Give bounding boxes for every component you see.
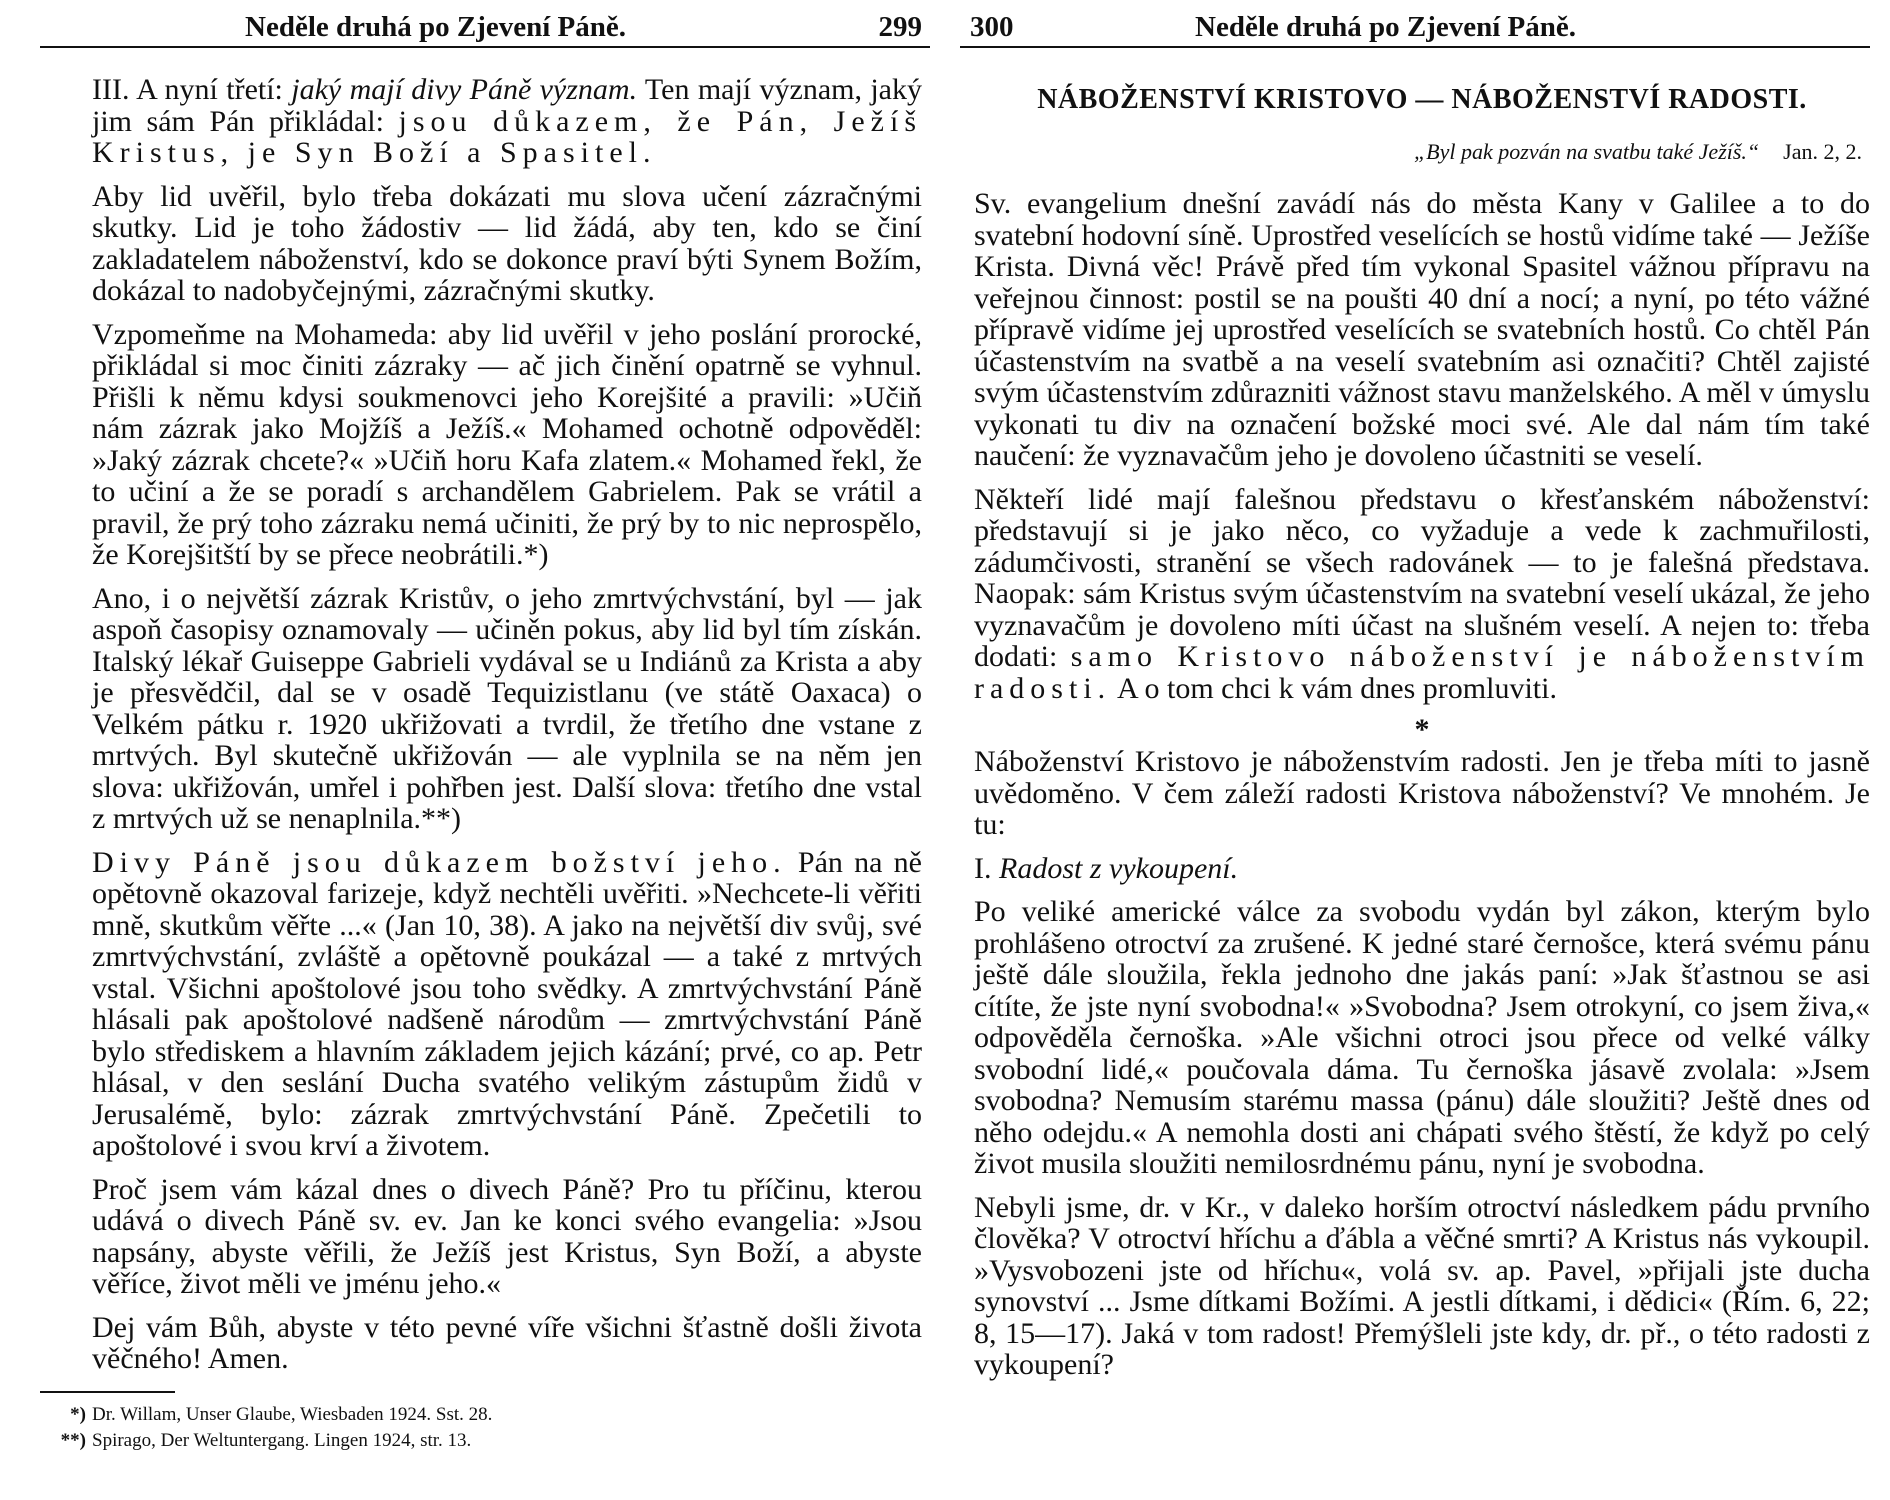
page-body: [60, 73, 922, 1455]
paragraph: [974, 484, 1870, 705]
footnote-text: Spirago, Der Weltuntergang. Lingen 1924, str. 13.: [92, 1429, 472, 1451]
motto-quote: „Byl pak pozván na svatbu také Ježíš.“: [1413, 139, 1760, 164]
paragraphs: [92, 74, 922, 1375]
footnote-text: Dr. Willam, Unser Glaube, Wiesbaden 1924. Sst. 28.: [92, 1403, 493, 1425]
left-page: [0, 0, 930, 1500]
paragraph: [92, 74, 922, 169]
paragraph: [974, 188, 1870, 472]
italic-text: jaký mají divy Páně význam.: [291, 73, 638, 106]
paragraph: [92, 1174, 922, 1300]
text-run: I.: [974, 851, 999, 885]
text-run: Po veliké americké válce za svobodu vydán byl zákon, kterým bylo prohlášeno otroctví za zrušené. K jedné staré černošce, která svému pánu ještě dále sloužila, řekla jednoho dne jakás paní: »Jak šťastnou se asi cítíte, že jste nyní svobodna!« »Svobodna? Jsem otrokyní, co jsem živa,« odpověděla černoška. »Ale všichni otroci jsou přece od velké války svobodní lidé,« poučovala dáma. Tu černoška jásavě zvolala: »Jsem svobodna? Nemusím starému massa (pánu) dále sloužiti? Ještě dnes od něho odejdu.« A nemohla dosti ani chápati svého štěstí, že když po celý život musila sloužiti nemilosrdnému pánu, nyní je svobodna.: [974, 895, 1870, 1180]
text-run: Někteří lidé mají falešnou představu o křesťanském náboženství: představují si je jako něco, co vyžaduje a vede k zachmuřilosti, zádumčivosti, stranění se všech radovánek — to je falešná představa. Naopak: sám Kristus svým účastenstvím na svatební veselí ukázal, že jeho vyznavačům je dovoleno míti účast na slušném veselí. A nejen to: třeba dodati:: [974, 482, 1870, 673]
spaced-emphasis: samo Kristovo náboženství je náboženstvím radosti.: [974, 640, 1870, 705]
header-title: Neděle druhá po Zjevení Páně.: [1195, 11, 1577, 43]
paragraphs: [974, 746, 1870, 1381]
page-number: 300: [970, 11, 1014, 43]
spaced-emphasis: Divy Páně jsou důkazem božství jeho.: [92, 845, 787, 879]
text-run: Aby lid uvěřil, bylo třeba dokázati mu slova učení zázračnými skutky. Lid je toho žádostiv — lid žádá, aby ten, kdo se činí zakladatelem náboženství, kdo se dokonce praví býti Synem Božím, dokázal to nadobyčejnými, zázračnými skutky.: [92, 179, 922, 307]
paragraph: [92, 583, 922, 835]
paragraph: [92, 319, 922, 571]
paragraph: [92, 847, 922, 1162]
text-run: Ano, i o největší zázrak Kristův, o jeho zmrtvýchvstání, byl — jak aspoň časopisy oznamovaly — učiněn pokus, aby lid byl tím získán. Italský lékař Guiseppe Gabrieli vydával se u Indiánů za Krista a aby je přesvědčil, dal se v osadě Tequizistlanu (ve státě Oaxaca) o Velkém pátku r. 1920 ukřižovati a tvrdil, že třetího dne vstane z mrtvých. Byl skutečně ukřižován — ale vyplnila se na něm jen slova: ukřižován, umřel i pohřben jest. Další slova: třetího dne vstal z mrtvých už se nenaplnila.**): [92, 581, 922, 835]
section-title: NÁBOŽENSTVÍ KRISTOVO — NÁBOŽENSTVÍ RADOSTI.: [1037, 84, 1807, 115]
text-run: III. A nyní třetí:: [92, 73, 292, 106]
text-run: Sv. evangelium dnešní zavádí nás do města Kany v Galilee a to do svatební hodovní síně. Uprostřed veselících se hostů vidíme také — Ježíše Krista. Divná věc! Právě před tím vykonal Spasitel vážnou přípravu na veřejnou činnost: postil se na poušti 40 dní a nocí; a nyní, po této vážné přípravě vidíme jej uprostřed veselících se svatebních hostů. Co chtěl Pán účastenstvím na svatbě a na veselí svatebním asi označiti? Chtěl zajisté svým účastenstvím zdůrazniti vážnost stavu manželského. A měl v úmyslu vykonati tu div na označení božské moci své. Ale dal nám tím také naučení: že vyznavačům jeho je dovoleno účastniti se veselí.: [974, 187, 1870, 472]
paragraph: [974, 853, 1870, 885]
paragraph: [92, 1312, 922, 1375]
text-run: Náboženství Kristovo je náboženstvím radosti. Jen je třeba míti to jasně uvědoměno. V čem záleží radosti Kristova náboženství? Ve mnohém. Je tu:: [974, 745, 1870, 841]
italic-text: Radost z vykoupení.: [999, 851, 1239, 885]
footnote: [40, 1403, 922, 1427]
section-divider-star: *: [1414, 713, 1430, 746]
paragraph: [92, 181, 922, 307]
motto: [974, 138, 1862, 166]
footnote-mark: **): [60, 1429, 86, 1451]
running-header: [40, 10, 930, 48]
text-run: Pán na ně opětovně okazoval farizeje, když nechtěli uvěřiti. »Nechcete-li věřiti mně, skutkům věřte ...« (Jan 10, 38). A jako na největší div svůj, své zmrtvýchvstání, zvláště a opětovně poukázal — a také z mrtvých vstal. Všichni apoštolové jsou toho svědky. A zmrtvýchvstání Páně hlásali pak apoštolové nadšeně národům — zmrtvýchvstání Páně bylo střediskem a hlavním základem jejich kázání; prvé, co ap. Petr hlásal, v den seslání Ducha svatého velikým zástupům židů v Jerusalémě, bylo: zázrak zmrtvýchvstání Páně. Zpečetili to apoštolové i svou krví a životem.: [92, 845, 922, 1162]
running-header: [960, 10, 1870, 48]
motto-reference: Jan. 2, 2.: [1783, 139, 1862, 164]
text-run: A o tom chci k vám dnes promluviti.: [1111, 671, 1557, 705]
text-run: Nebyli jsme, dr. v Kr., v daleko horším otroctví následkem pádu prvního člověka? V otroctví hříchu a ďábla a věčné smrti? A Kristus nás vykoupil. »Vysvobozeni jste od hříchu«, volá sv. ap. Pavel, »přijali jste ducha synovství ... Jsme dítkami Božími. A jestli dítkami, i dědici« (Řím. 6, 22; 8, 15—17). Jaká v tom radost! Přemýšleli jste kdy, dr. př., o této radosti z vykoupení?: [974, 1190, 1870, 1381]
text-run: Vzpomeňme na Mohameda: aby lid uvěřil v jeho poslání prorocké, přikládal si moc činiti zázraky — ač jich činění opatrně se vyhnul. Přišli k němu kdysi soukmenovci jeho Korejšité a pravili: »Učiň nám zázrak jako Mojžíš a Ježíš.« Mohamed ochotně odpověděl: »Jaký zázrak chcete?« »Učiň horu Kafa zlatem.« Mohamed řekl, že to učiní a že se poradí s archandělem Gabrielem. Pak se vrátil a pravil, že prý toho zázraku nemá učiniti, že prý by to nic neprospělo, že Korejšitští by se přece neobrátili.*): [92, 317, 922, 571]
footnote-rule: [40, 1391, 175, 1393]
spaced-emphasis: jsou důkazem, že Pán, Ježíš Kristus, je Syn Boží a Spasitel.: [92, 104, 922, 169]
paragraph: [974, 896, 1870, 1180]
page-number: 299: [878, 11, 922, 43]
page-body: [974, 74, 1870, 1393]
paragraph: [974, 746, 1870, 841]
text-run: Dej vám Bůh, abyste v této pevné víře všichni šťastně došli života věčného! Amen.: [92, 1310, 922, 1375]
header-title: Neděle druhá po Zjevení Páně.: [245, 11, 627, 43]
text-run: Proč jsem vám kázal dnes o divech Páně? Pro tu příčinu, kterou udává o divech Páně sv. ev. Jan ke konci svého evangelia: »Jsou napsány, abyste věřili, že Ježíš jest Kristus, Syn Boží, a abyste věříce, život měli ve jménu jeho.«: [92, 1172, 922, 1300]
paragraph: [974, 1192, 1870, 1381]
footnote: [40, 1429, 922, 1453]
text-run: Ten mají význam, jaký jim sám Pán přikládal:: [92, 73, 922, 138]
footnote-mark: *): [70, 1403, 86, 1425]
right-page: [960, 0, 1890, 1500]
paragraphs: [974, 188, 1870, 704]
